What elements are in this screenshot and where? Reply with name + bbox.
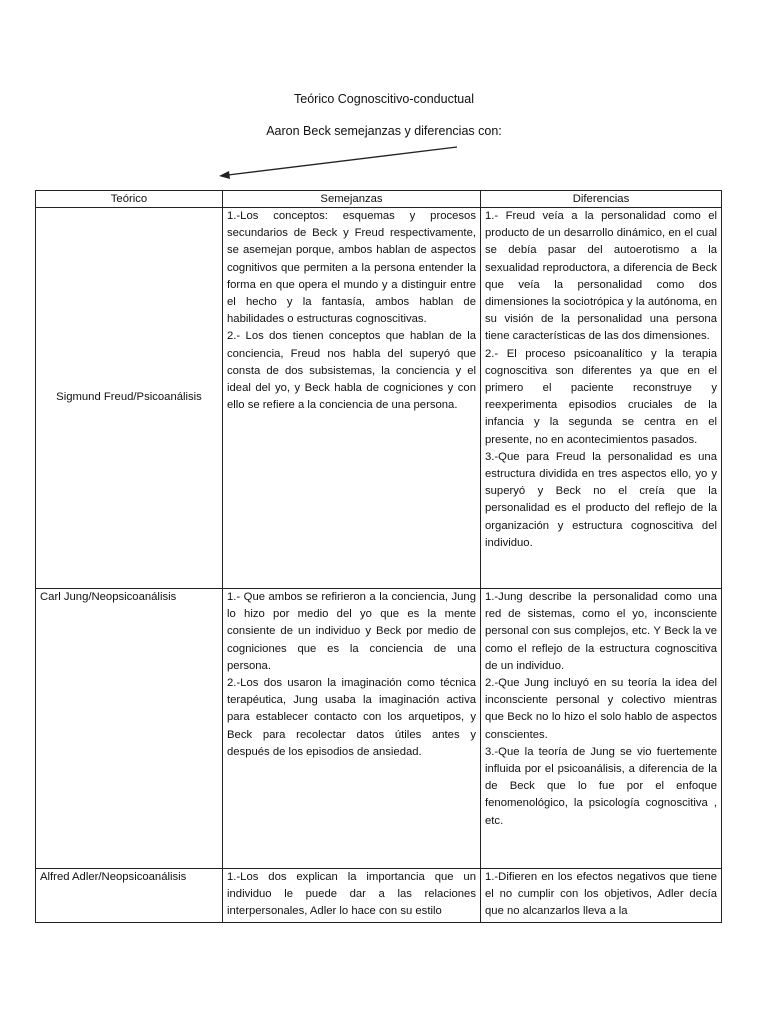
arrow-left-icon: [0, 0, 768, 200]
paragraph: 3.-Que la teoría de Jung se vio fuertemente influida por el psicoanálisis, a diferencia de la de Beck que lo fue por el enfoque fenomenológico, la psicología cognoscitiva , etc.: [485, 745, 717, 827]
column-header-diferencias: Diferencias: [481, 191, 722, 208]
table-row: [36, 208, 722, 589]
paragraph: 2.-Los dos usaron la imaginación como técnica terapéutica, Jung usaba la imaginación activa para establecer contacto con los arquetipos, y Beck para recolectar datos útiles antes y después de los episodios de ansiedad.: [227, 677, 476, 758]
paragraph: 1.-Los dos explican la importancia que un individuo le puede dar a las relaciones interpersonales, Adler lo hace con su estilo: [227, 871, 476, 918]
paragraph: 2.- El proceso psicoanalítico y la terapia cognoscitiva son diferentes ya que en el primero el paciente reconstruye y reexperimenta episodios cruciales de la infancia y la segunda se centra en el presente, no en acontecimientos pasados.: [485, 347, 717, 446]
table-row: [36, 869, 722, 923]
paragraph: 1.-Jung describe la personalidad como una red de sistemas, como el yo, inconsciente personal con sus complejos, etc. Y Beck la ve como el reflejo de la estructura cognoscitiva de un individuo.: [485, 591, 717, 672]
diferencias-cell: [481, 869, 722, 923]
paragraph: 3.-Que para Freud la personalidad es una estructura dividida en tres aspectos ello, yo y superyó y Beck no el creía que la personalidad es el producto del reflejo de la organización y estructura cognoscitiva del individuo.: [485, 450, 717, 549]
paragraph: 2.-Que Jung incluyó en su teoría la idea del inconsciente personal y colectivo mientras que Beck no lo hizo el solo hablo de aspectos conscientes.: [485, 677, 717, 741]
column-header-semejanzas: Semejanzas: [223, 191, 481, 208]
document-subtitle: Aaron Beck semejanzas y diferencias con:: [266, 124, 502, 138]
table-header-row: [36, 191, 722, 208]
paragraph: 1.-Los conceptos: esquemas y procesos secundarios de Beck y Freud respectivamente, se asemejan porque, ambos hablan de aspectos cognitivos que permiten a la persona entender la forma en que opera el mundo y a distinguir entre el hecho y la fantasía, ambos hablan de habilidades o estructuras cognoscitivas.: [227, 210, 476, 326]
document-title: Teórico Cognoscitivo-conductual: [294, 92, 474, 106]
paragraph: 1.- Que ambos se refirieron a la conciencia, Jung lo hizo por medio del yo que es la mente consiente de un individuo y Beck por medio de cogniciones que es la conciencia de una persona.: [227, 591, 476, 672]
comparison-table: [35, 190, 722, 923]
table-row: [36, 589, 722, 869]
paragraph: 1.-Difieren en los efectos negativos que tiene el no cumplir con los objetivos, Adler decía que no alcanzarlos lleva a la: [485, 871, 717, 918]
semejanzas-cell: [223, 589, 481, 869]
teorico-cell: Carl Jung/Neopsicoanálisis: [36, 589, 223, 869]
paragraph: 2.- Los dos tienen conceptos que hablan de la conciencia, Freud nos habla del superyó que consta de dos subsistemas, la conciencia y el ideal del yo, y Beck habla de cogniciones y con ello se refiere a la conciencia de una persona.: [227, 330, 476, 412]
diferencias-cell: [481, 589, 722, 869]
teorico-cell: Alfred Adler/Neopsicoanálisis: [36, 869, 223, 923]
teorico-cell: Sigmund Freud/Psicoanálisis: [36, 208, 223, 589]
semejanzas-cell: [223, 869, 481, 923]
semejanzas-cell: [223, 208, 481, 589]
diferencias-cell: [481, 208, 722, 589]
paragraph: 1.- Freud veía a la personalidad como el producto de un desarrollo dinámico, en el cual se debía pasar del autoerotismo a la sexualidad reproductora, a diferencia de Beck que veía la personalidad como dos dimensiones la sociotrópica y la autónoma, en su visión de la personalidad una persona tiene características de las dos dimensiones.: [485, 210, 717, 343]
column-header-teorico: Teórico: [36, 191, 223, 208]
